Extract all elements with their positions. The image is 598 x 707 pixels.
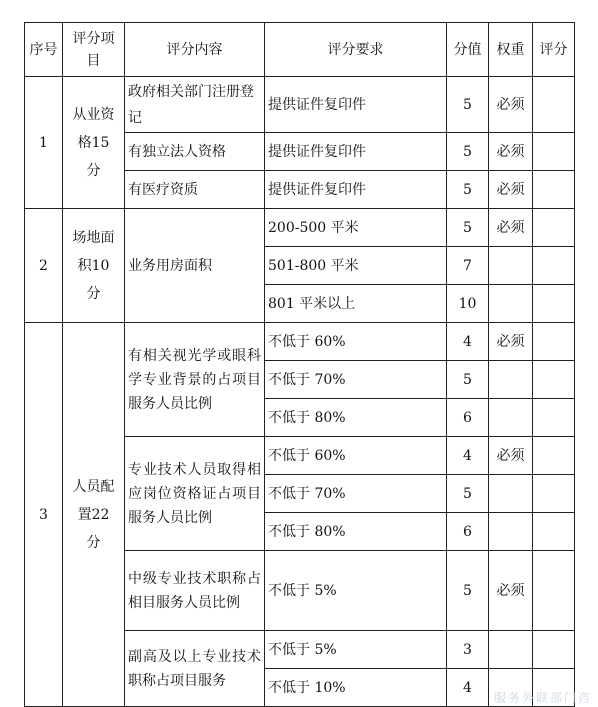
row-content: 有独立法人资格 bbox=[125, 133, 265, 171]
row-item: 人员配置22分 bbox=[63, 323, 125, 707]
row-seq: 2 bbox=[25, 209, 63, 323]
row-value: 7 bbox=[447, 247, 489, 285]
table-row bbox=[25, 209, 575, 247]
row-item: 从业资格15分 bbox=[63, 77, 125, 209]
row-requirement: 不低于 5% bbox=[265, 551, 447, 631]
row-requirement: 不低于 60% bbox=[265, 437, 447, 475]
row-requirement: 501-800 平米 bbox=[265, 247, 447, 285]
row-value: 5 bbox=[447, 475, 489, 513]
header-row bbox=[25, 23, 575, 77]
row-requirement: 不低于 10% bbox=[265, 669, 447, 707]
row-weight bbox=[489, 475, 533, 513]
row-requirement: 不低于 80% bbox=[265, 399, 447, 437]
row-value: 5 bbox=[447, 133, 489, 171]
row-value: 3 bbox=[447, 631, 489, 669]
row-value: 5 bbox=[447, 361, 489, 399]
row-score-cell[interactable] bbox=[533, 77, 575, 133]
row-requirement: 不低于 5% bbox=[265, 631, 447, 669]
row-weight bbox=[489, 361, 533, 399]
row-value: 4 bbox=[447, 323, 489, 361]
row-score-cell[interactable] bbox=[533, 437, 575, 475]
row-weight: 必须 bbox=[489, 323, 533, 361]
header-content: 评分内容 bbox=[125, 23, 265, 77]
header-score: 评分 bbox=[533, 23, 575, 77]
row-requirement: 不低于 70% bbox=[265, 361, 447, 399]
row-weight bbox=[489, 631, 533, 669]
row-requirement: 不低于 70% bbox=[265, 475, 447, 513]
row-value: 5 bbox=[447, 171, 489, 209]
row-value: 10 bbox=[447, 285, 489, 323]
row-requirement: 200-500 平米 bbox=[265, 209, 447, 247]
row-value: 5 bbox=[447, 209, 489, 247]
row-value: 5 bbox=[447, 77, 489, 133]
row-weight: 必须 bbox=[489, 133, 533, 171]
row-score-cell[interactable] bbox=[533, 399, 575, 437]
row-requirement: 不低于 60% bbox=[265, 323, 447, 361]
row-content: 有相关视光学或眼科学专业背景的占项目服务人员比例 bbox=[125, 323, 265, 437]
row-score-cell[interactable] bbox=[533, 323, 575, 361]
row-score-cell[interactable] bbox=[533, 475, 575, 513]
row-weight bbox=[489, 513, 533, 551]
header-value: 分值 bbox=[447, 23, 489, 77]
row-score-cell[interactable] bbox=[533, 133, 575, 171]
row-requirement: 提供证件复印件 bbox=[265, 171, 447, 209]
row-weight: 必须 bbox=[489, 551, 533, 631]
row-content: 副高及以上专业技术职称占项目服务 bbox=[125, 631, 265, 707]
row-seq: 1 bbox=[25, 77, 63, 209]
header-item: 评分项目 bbox=[63, 23, 125, 77]
row-weight bbox=[489, 399, 533, 437]
row-score-cell[interactable] bbox=[533, 551, 575, 631]
row-weight: 必须 bbox=[489, 77, 533, 133]
row-score-cell[interactable] bbox=[533, 285, 575, 323]
header-weight: 权重 bbox=[489, 23, 533, 77]
row-weight: 必须 bbox=[489, 437, 533, 475]
row-content: 业务用房面积 bbox=[125, 209, 265, 323]
row-content: 有医疗资质 bbox=[125, 171, 265, 209]
row-weight bbox=[489, 247, 533, 285]
row-weight bbox=[489, 285, 533, 323]
row-weight: 必须 bbox=[489, 171, 533, 209]
row-requirement: 不低于 80% bbox=[265, 513, 447, 551]
row-content: 中级专业技术职称占相目服务人员比例 bbox=[125, 551, 265, 631]
table-row bbox=[25, 77, 575, 133]
header-requirement: 评分要求 bbox=[265, 23, 447, 77]
scoring-table bbox=[24, 22, 575, 707]
table-body bbox=[25, 77, 575, 707]
row-score-cell[interactable] bbox=[533, 513, 575, 551]
row-score-cell[interactable] bbox=[533, 361, 575, 399]
row-content: 政府相关部门注册登记 bbox=[125, 77, 265, 133]
row-requirement: 提供证件复印件 bbox=[265, 77, 447, 133]
row-seq: 3 bbox=[25, 323, 63, 707]
row-value: 5 bbox=[447, 551, 489, 631]
row-value: 4 bbox=[447, 437, 489, 475]
row-value: 4 bbox=[447, 669, 489, 707]
watermark: 服务外联部门咨 bbox=[494, 689, 592, 706]
row-item: 场地面积10分 bbox=[63, 209, 125, 323]
row-score-cell[interactable] bbox=[533, 209, 575, 247]
table-row bbox=[25, 323, 575, 361]
row-score-cell[interactable] bbox=[533, 631, 575, 669]
row-value: 6 bbox=[447, 399, 489, 437]
row-content: 专业技术人员取得相应岗位资格证占项目服务人员比例 bbox=[125, 437, 265, 551]
row-value: 6 bbox=[447, 513, 489, 551]
row-score-cell[interactable] bbox=[533, 247, 575, 285]
header-seq: 序号 bbox=[25, 23, 63, 77]
row-weight: 必须 bbox=[489, 209, 533, 247]
row-score-cell[interactable] bbox=[533, 171, 575, 209]
row-requirement: 提供证件复印件 bbox=[265, 133, 447, 171]
row-requirement: 801 平米以上 bbox=[265, 285, 447, 323]
